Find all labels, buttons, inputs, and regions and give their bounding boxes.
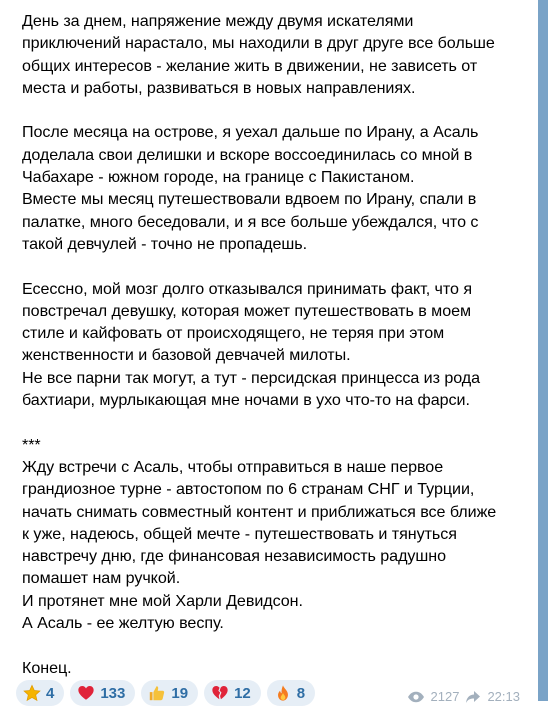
message-line: Есессно, мой мозг долго отказывался принимать факт, что я [22, 279, 473, 298]
star-emoji-icon [23, 684, 41, 702]
reaction-count: 133 [100, 684, 126, 702]
message-line: такой девчулей - точно не пропадешь. [22, 234, 308, 253]
message-text [22, 10, 522, 679]
reaction-count: 4 [46, 684, 55, 702]
message-line: палатке, много беседовали, и я все больше убеждался, что с [22, 212, 479, 231]
message-line: общих интересов - желание жить в движении, не зависеть от [22, 56, 478, 75]
reaction-count: 19 [171, 684, 189, 702]
paragraph-gap [22, 634, 522, 656]
fire-emoji-icon [274, 684, 292, 702]
reaction-count: 12 [234, 684, 251, 702]
message-line: стиле и кайфовать от происходящего, не теряя при этом [22, 324, 445, 343]
reaction-star[interactable] [16, 680, 64, 706]
message-line: доделала свои делишки и вскоре воссоединилась со мной в [22, 145, 473, 164]
message-line: *** [22, 435, 41, 454]
message-line: Вместе мы месяц путешествовали вдвоем по Ирану, спали в [22, 190, 477, 209]
chat-background-edge [538, 0, 548, 701]
message-line: После месяца на острове, я уехал дальше по Ирану, а Асаль [22, 123, 479, 142]
message-line: И протянет мне мой Харли Девидсон. [22, 591, 303, 610]
message-line: День за днем, напряжение между двумя искателями [22, 12, 414, 30]
message-line: навстречу дню, где финансовая независимость радушно [22, 547, 447, 566]
message-line: Жду встречи с Асаль, чтобы отправиться в наше первое [22, 457, 444, 476]
message-line: к уже, надеюсь, общей мечте - путешествовать и тянуться [22, 524, 457, 543]
message-line: места и работы, развиваться в новых направлениях. [22, 78, 416, 97]
reaction-count: 8 [296, 684, 306, 702]
message-line: Конец. [22, 658, 72, 677]
reactions-bar [16, 680, 315, 706]
message-line: Не все парни так могут, а тут - персидская принцесса из рода [22, 368, 481, 387]
message-line: грандиозное турне - автостопом по 6 странам СНГ и Турции, [22, 480, 475, 499]
message-line: приключений нарастало, мы находили в друг друге все больше [22, 34, 495, 53]
message-line: повстречал девушку, которая может путешествовать в моем [22, 301, 472, 320]
paragraph-gap [22, 255, 522, 277]
paragraph-gap [22, 99, 522, 121]
paragraph-gap [22, 411, 522, 433]
reaction-heart[interactable] [70, 680, 135, 706]
message-line: А Асаль - ее желтую веспу. [22, 614, 224, 633]
message-line: бахтиари, мурлыкающая мне ночами в ухо что-то на фарси. [22, 391, 470, 410]
thumbs-up-emoji-icon [148, 684, 166, 702]
reaction-fire[interactable] [267, 680, 315, 706]
message-line: помашет нам ручкой. [22, 569, 181, 588]
reaction-thumbs-up[interactable] [141, 680, 198, 706]
view-count: 2127 [430, 689, 460, 704]
share-icon[interactable] [465, 690, 481, 704]
heart-emoji-icon [77, 684, 95, 702]
message-line: женственности и базовой девчачей милоты. [22, 346, 351, 365]
reaction-broken-heart[interactable] [204, 680, 261, 706]
broken-heart-emoji-icon [211, 684, 229, 702]
message-line: начать снимать совместный контент и приближаться все ближе [22, 502, 497, 521]
message-meta [407, 689, 520, 704]
message-time: 22:13 [487, 689, 520, 704]
message-line: Чабахаре - южном городе, на границе с Пакистаном. [22, 168, 415, 187]
